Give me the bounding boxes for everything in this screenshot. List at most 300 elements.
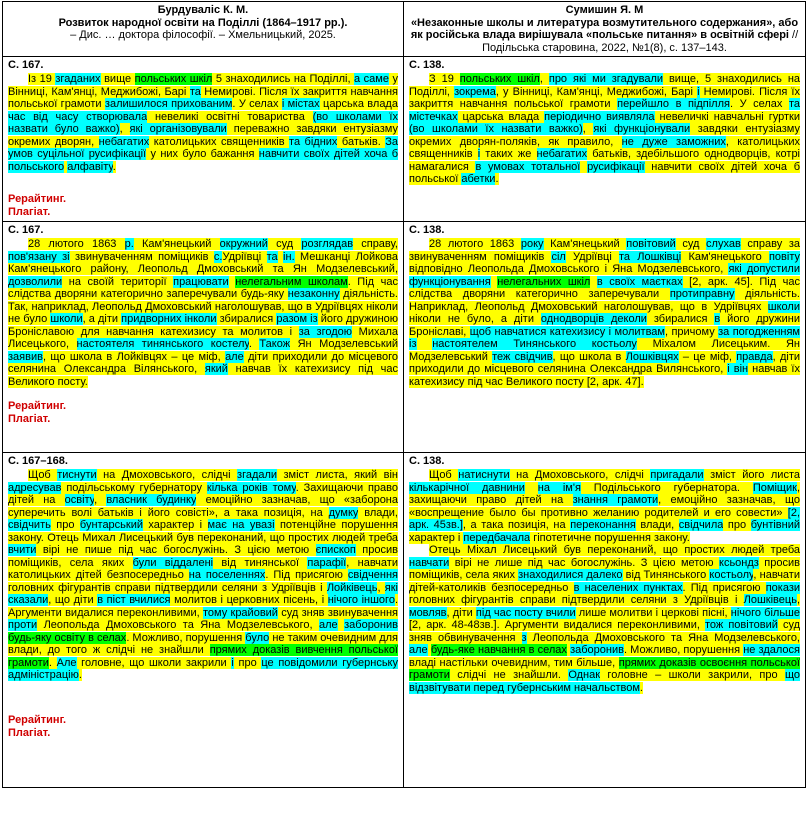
highlight-segment: , що школа в Лойківцях – це міф, xyxy=(42,350,226,363)
highlight-segment: нелегальним школам xyxy=(235,275,348,288)
left-cell-2 xyxy=(3,222,404,453)
highlight-segment: і xyxy=(231,656,234,669)
highlight-segment: заборонив xyxy=(344,619,398,631)
highlight-segment: справу за звинуваченням поміщиків xyxy=(409,238,800,263)
comparison-row-1 xyxy=(3,57,806,222)
highlight-segment: в xyxy=(714,313,721,325)
highlight-segment: про xyxy=(723,519,751,531)
highlight-segment: тож повітовий xyxy=(705,619,778,631)
highlight-segment: невеликі освітні товариства xyxy=(147,110,313,123)
text-paragraph xyxy=(8,469,398,682)
highlight-segment: 5 знаходились на Поділлі, xyxy=(212,73,355,85)
highlight-segment: збиралися xyxy=(216,313,277,325)
highlight-segment: переконання xyxy=(570,519,636,531)
highlight-segment: , причому xyxy=(664,325,719,338)
highlight-segment: , що школа в xyxy=(552,350,626,363)
left-citation: С. 167. xyxy=(8,59,44,71)
highlight-segment: в умовах тотальної xyxy=(475,160,581,173)
highlight-segment: . Під присягою xyxy=(682,581,766,594)
highlight-segment: суд xyxy=(675,238,707,250)
highlight-segment: . xyxy=(248,338,260,350)
left-citation: С. 167–168. xyxy=(8,455,68,467)
header-left xyxy=(3,2,404,57)
right-cell-3 xyxy=(404,453,806,788)
highlight-segment: мовляв xyxy=(409,606,447,619)
highlight-segment: навчити своїх дітей хоча б польської xyxy=(409,160,800,185)
highlight-segment: у Вінниці, Кам'янці, Меджибожі, Барі xyxy=(8,73,398,98)
left-text xyxy=(8,73,398,173)
highlight-segment: Кам'янецького xyxy=(681,250,769,263)
highlight-segment: було xyxy=(245,631,270,644)
highlight-segment: польських шкіл xyxy=(134,73,213,85)
highlight-segment: Немирові. Після їх закриття навчання польської грамоти xyxy=(409,85,800,110)
highlight-segment: Лошківцях xyxy=(625,350,679,363)
highlight-segment: збиралися xyxy=(646,313,715,325)
highlight-segment: ін. xyxy=(283,250,295,263)
highlight-segment: не дуже заможних xyxy=(621,135,726,148)
highlight-segment: та xyxy=(266,250,278,263)
highlight-segment: нічого більше xyxy=(730,606,800,619)
highlight-segment: на Дмоховського, слідчі xyxy=(509,469,651,481)
highlight-segment: заявив xyxy=(8,350,43,363)
highlight-segment: не таким очевидним для влади, до того ж слідчі не знайшли xyxy=(8,631,399,656)
highlight-segment: окружний xyxy=(219,238,268,250)
highlight-segment: звинуваченням поміщиків xyxy=(69,250,214,263)
highlight-segment: правда xyxy=(736,350,773,363)
highlight-segment: , що діти xyxy=(48,594,98,606)
text-paragraph xyxy=(409,73,800,186)
header-row xyxy=(3,2,806,57)
highlight-segment: Подільського губернатора. xyxy=(580,481,753,494)
highlight-segment: парафії xyxy=(307,556,347,569)
highlight-segment: в своїх маєтках xyxy=(596,275,683,288)
highlight-segment: відповідно Леопольда Дмоховського і Яна Модзелевського, xyxy=(409,263,729,275)
left-citation: С. 167. xyxy=(8,224,44,236)
highlight-segment: . Можливо, порушення xyxy=(126,631,246,644)
highlight-segment: абетки xyxy=(461,173,496,185)
highlight-segment: вірі не пише під час богослужінь. З цією метою xyxy=(36,544,316,556)
highlight-segment: та xyxy=(189,85,201,98)
highlight-segment: просив поміщиків, села яких xyxy=(409,556,800,581)
highlight-segment: таких же xyxy=(480,148,537,160)
highlight-segment: Міхалом Лисецьким. Ян Модзелевський xyxy=(409,338,800,363)
highlight-segment: повіту xyxy=(768,250,800,263)
right-text xyxy=(409,238,800,388)
highlight-segment: , емоційно зазначав, що «воспрещение было бы противно желанию родителей и его совести» xyxy=(409,494,800,519)
highlight-segment: заборонив xyxy=(570,644,624,656)
highlight-segment: Немирові. Після їх закриття навчання польської грамоти xyxy=(8,85,398,110)
highlight-segment: головне – школи закрили, про xyxy=(600,669,785,681)
right-cell-2 xyxy=(404,222,806,453)
highlight-segment: – це міф, xyxy=(678,350,737,363)
highlight-segment: , навчати дітей-католиків безпосередньо xyxy=(409,569,800,594)
highlight-segment: батьків, здебільшого однодворців, котрі намагалися xyxy=(409,148,800,173)
highlight-segment: працювати xyxy=(173,275,229,288)
highlight-segment: але xyxy=(409,644,428,656)
left-title: Розвиток народної освіти на Поділлі (1864–1917 рр.). xyxy=(58,16,348,29)
highlight-segment: небагатих xyxy=(98,135,150,148)
highlight-segment: Ян Модзелевський xyxy=(290,338,398,350)
highlight-segment: . xyxy=(639,681,643,694)
highlight-segment: розглядав xyxy=(301,238,354,250)
highlight-segment: влади, xyxy=(635,519,679,531)
highlight-segment: проти xyxy=(8,619,38,631)
highlight-segment: . xyxy=(495,173,499,185)
highlight-segment: за згодою xyxy=(298,325,353,338)
highlight-segment: тиснути xyxy=(57,469,97,481)
highlight-segment: [2, арк. 45зв.] xyxy=(409,506,800,531)
highlight-segment: тому крайовий xyxy=(202,606,278,619)
right-author: Сумишин Я. М xyxy=(565,4,644,16)
highlight-segment: царська влада xyxy=(457,110,545,123)
highlight-segment: Леопольда Дмоховського та Яна Модзелевського, xyxy=(526,631,800,644)
highlight-segment: знаходилися далеко xyxy=(518,569,623,581)
highlight-segment: за погодженням із xyxy=(409,325,800,350)
highlight-segment: пов'язану зі xyxy=(8,250,70,263)
highlight-segment: . Під час слідства дворяни категорично заперечували будь-яку xyxy=(8,275,398,300)
verdict-rewriting: Рерайтинг. xyxy=(8,400,67,412)
highlight-segment: . xyxy=(112,160,116,173)
highlight-segment: теж свідчив xyxy=(492,350,553,363)
verdict-rewriting: Рерайтинг. xyxy=(8,713,67,726)
highlight-segment: знання грамоти xyxy=(572,494,659,506)
highlight-segment: бунтарський xyxy=(79,519,144,531)
text-paragraph xyxy=(8,238,398,388)
highlight-segment: с. xyxy=(213,250,223,263)
highlight-segment: натиснути xyxy=(458,469,510,481)
highlight-segment: алфавіту xyxy=(67,160,113,173)
highlight-segment: але xyxy=(319,619,338,631)
highlight-segment: які організовували xyxy=(129,123,227,135)
highlight-segment: а саме xyxy=(354,73,389,85)
highlight-segment: час від часу створювала xyxy=(8,110,148,123)
highlight-segment: щоб навчатися катехизису і молитвам xyxy=(469,325,665,338)
highlight-segment: навчав їх катехизису під час Великого посту. xyxy=(8,363,398,388)
highlight-segment: бунтівний xyxy=(750,519,801,531)
highlight-segment: та бідних xyxy=(289,135,338,148)
highlight-segment: р. xyxy=(124,238,134,250)
highlight-segment: в піст вчилися xyxy=(97,594,171,606)
highlight-segment: 28 лютого 1863 xyxy=(28,238,125,250)
highlight-segment: з xyxy=(521,631,527,644)
highlight-segment: від Тинянського xyxy=(622,569,710,581)
right-citation: С. 138. xyxy=(409,224,445,236)
highlight-segment: єпископ xyxy=(315,544,356,556)
highlight-segment: , xyxy=(119,123,130,135)
highlight-segment: та Лошківці xyxy=(619,250,682,263)
right-title: «Незаконные школы и литература возмутительного содержания», або як російська влада вирішувала «польське питання» в освітній сфері xyxy=(410,16,799,41)
highlight-segment: суд зняв обвинувачення xyxy=(409,619,801,644)
highlight-segment: навчати xyxy=(409,556,450,569)
highlight-segment: головне, що школи закрили xyxy=(76,656,232,669)
highlight-segment: Однак xyxy=(568,669,601,681)
header-right xyxy=(404,2,806,57)
highlight-segment: року xyxy=(520,238,544,250)
highlight-segment: свідчення xyxy=(347,569,399,581)
highlight-segment: переважно завдяки ентузіазму окремих дворян, xyxy=(8,123,398,148)
highlight-segment: . У селах xyxy=(232,98,282,110)
highlight-segment: , захищаючи право дітей на xyxy=(409,481,800,506)
highlight-segment: освіту xyxy=(64,494,95,506)
highlight-segment: це повідомили губернську адміністрацію xyxy=(8,656,398,681)
highlight-segment: батьків. xyxy=(337,135,386,148)
highlight-segment: кілька років тому xyxy=(206,481,296,494)
highlight-segment: але xyxy=(225,350,244,363)
verdict-rewriting: Рерайтинг. xyxy=(8,193,67,205)
verdict-plagiarism: Плагіат. xyxy=(8,726,51,739)
highlight-segment: незаконну xyxy=(287,288,340,300)
highlight-segment: про які ми згадували xyxy=(548,73,664,85)
highlight-segment: зміст листа, який він xyxy=(277,469,399,481)
highlight-segment: костьолу xyxy=(709,569,754,581)
highlight-segment: небагатих xyxy=(536,148,588,160)
highlight-segment: вище xyxy=(100,73,135,85)
highlight-segment: під час посту вчили xyxy=(475,606,576,619)
highlight-segment: разом із xyxy=(276,313,318,325)
highlight-segment: Отець Міхал Лисецький був переконаний, що простих людей треба xyxy=(429,544,800,556)
highlight-segment: однодворців деколи xyxy=(540,313,647,325)
highlight-segment: який xyxy=(204,363,228,375)
left-source: – Дис. … доктора філософії. – Хмельницький, 2025. xyxy=(70,29,336,41)
text-paragraph xyxy=(409,544,800,694)
highlight-segment: суд зняв звинувачення xyxy=(277,606,398,619)
highlight-segment: і xyxy=(697,85,700,98)
highlight-segment: його дружини Броніславі, xyxy=(409,313,800,338)
highlight-segment: нелегальних шкіл xyxy=(497,275,591,288)
highlight-segment: . Аргументи видалися переконливими, xyxy=(8,594,398,619)
highlight-segment: суд xyxy=(267,238,302,250)
highlight-segment xyxy=(525,482,538,494)
highlight-segment: кількарічної давнини xyxy=(409,481,525,494)
highlight-segment: Михала Лисецького, xyxy=(8,325,398,350)
highlight-segment: , католицьких священників xyxy=(409,135,801,160)
comparison-row-3 xyxy=(3,453,806,788)
highlight-segment: Але xyxy=(56,656,77,669)
highlight-segment: дозволили xyxy=(8,275,63,288)
right-text xyxy=(409,73,800,186)
highlight-segment: діяльність. Так, наприклад, Леопольд Дмоховський наголошував, що в Удріївцях ніколи не було xyxy=(8,288,398,325)
highlight-segment: Кам'янецький xyxy=(543,238,627,250)
highlight-segment: русифікації xyxy=(587,160,645,173)
highlight-segment: навчав їх катехизису під час Великого посту [2, арк. 47]. xyxy=(409,363,800,388)
highlight-segment: , xyxy=(94,494,107,506)
highlight-segment: подільському губернатору xyxy=(61,481,207,494)
highlight-segment: характер і xyxy=(143,519,208,531)
highlight-segment: , xyxy=(377,581,385,594)
right-text xyxy=(409,469,800,694)
highlight-segment: , у Вінниці, Кам'янці, Меджибожі, Барі xyxy=(495,85,698,98)
highlight-segment: Удріївці xyxy=(565,250,620,263)
highlight-segment: школи xyxy=(767,300,800,313)
highlight-segment: . Захищаючи право дітей на xyxy=(8,481,398,506)
highlight-segment: (во школами їх назвати було важко) xyxy=(8,110,398,135)
highlight-segment: свідчить xyxy=(8,519,51,531)
highlight-segment: періодично виявляла xyxy=(544,110,655,123)
highlight-segment: . xyxy=(48,656,57,669)
highlight-segment: власник будинку xyxy=(106,494,197,506)
highlight-segment: свідчила xyxy=(678,519,724,531)
highlight-segment: вчити xyxy=(8,544,37,556)
highlight-segment: ксьондз xyxy=(719,556,759,569)
comparison-table xyxy=(2,1,806,788)
highlight-segment: потенційне порушення закону. Отець Михал Лисецький був переконаний, що простих людей треба xyxy=(8,519,398,544)
highlight-segment: згаданих xyxy=(55,73,101,85)
highlight-segment: ніколи не було, а діти xyxy=(409,313,541,325)
highlight-segment: перейшло в підпілля xyxy=(617,98,730,110)
highlight-segment: в населених пунктах xyxy=(573,581,683,594)
highlight-segment: навчити своїх дітей хоча б польського xyxy=(8,148,398,173)
highlight-segment: на ім'я xyxy=(537,481,581,494)
highlight-segment: і містах xyxy=(281,98,320,110)
highlight-segment: (во школами їх назвати важко) xyxy=(409,123,583,135)
highlight-segment: були віддалені xyxy=(132,556,214,569)
highlight-segment: про xyxy=(233,656,262,669)
highlight-segment: . xyxy=(78,669,82,681)
left-author: Бурдуваліс К. М. xyxy=(157,4,249,16)
highlight-segment: на Дмоховського, слідчі xyxy=(96,469,238,481)
highlight-segment: які сказали xyxy=(8,581,398,606)
highlight-segment: діяльність. Наприклад, Леопольд Дмоховський наголошував, що в Удріївцях xyxy=(409,288,800,313)
highlight-segment: протиправну xyxy=(669,288,735,300)
highlight-segment: що відзвітувати перед губернським начальством xyxy=(409,669,800,694)
highlight-segment: зміст його листа xyxy=(703,469,800,481)
highlight-segment: Поміщик xyxy=(752,481,797,494)
highlight-segment: придворних інколи xyxy=(121,313,217,325)
left-cell-1 xyxy=(3,57,404,222)
verdict-plagiarism: Плагіат. xyxy=(8,206,51,218)
highlight-segment: повітовий xyxy=(626,238,676,250)
highlight-segment: залишилося прихованим xyxy=(104,98,233,110)
highlight-segment: , xyxy=(539,73,549,85)
left-cell-3 xyxy=(3,453,404,788)
highlight-segment: вище, 5 знаходились на Поділлі, xyxy=(409,73,801,98)
highlight-segment: прямих доказів освоєння польської грамоти xyxy=(409,656,800,681)
highlight-segment: характер і xyxy=(409,531,464,544)
highlight-segment: . Під присягою xyxy=(265,569,348,581)
highlight-segment: школи xyxy=(50,313,83,325)
highlight-segment: . У селах xyxy=(729,98,789,110)
highlight-segment: Леопольда Дмоховського та Яна Модзелевського, xyxy=(37,619,320,631)
highlight-segment: у них було бажання xyxy=(146,148,259,160)
highlight-segment: , діти приходили до місцевого селянина Олександра Вилянського, xyxy=(409,350,801,375)
highlight-segment: Мешканці Лойкова Кам'янецького району, Леопольд Дмоховський та Ян Модзелевський, xyxy=(8,250,399,275)
highlight-segment: За умов суцільної русифікації xyxy=(8,135,398,160)
highlight-segment: думку xyxy=(328,506,359,519)
highlight-segment: , xyxy=(582,123,594,135)
text-paragraph xyxy=(409,238,800,388)
highlight-segment: , діти xyxy=(446,606,476,619)
left-text xyxy=(8,238,398,388)
highlight-segment: від тинянської xyxy=(213,556,308,569)
highlight-segment: будь-яку освіту в селах xyxy=(8,631,127,644)
highlight-segment: Щоб xyxy=(429,469,459,481)
highlight-segment: польських шкіл xyxy=(459,73,540,85)
highlight-segment: на поселеннях xyxy=(188,569,266,581)
highlight-segment: будь-яке навчання в селах xyxy=(430,644,567,656)
highlight-segment: адресував xyxy=(8,481,62,494)
highlight-segment: невеличкі навчальні гуртки xyxy=(654,110,800,123)
highlight-segment: його дружиною Броніславою для навчання катехизису та молитов і xyxy=(8,313,399,338)
highlight-segment: нічого іншого xyxy=(327,594,395,606)
highlight-segment: Щоб xyxy=(28,469,58,481)
right-citation: С. 138. xyxy=(409,455,445,467)
highlight-segment: , а така позиція, на xyxy=(462,519,571,531)
highlight-segment: З 19 xyxy=(429,73,460,85)
right-citation: С. 138. xyxy=(409,59,445,71)
highlight-segment: 28 лютого 1863 xyxy=(429,238,521,250)
highlight-segment: настоятелем Тинянського костьолу xyxy=(432,338,637,350)
highlight-segment: діти приходили до місцевого селянина Олександра Вілянського, xyxy=(8,350,398,375)
highlight-segment: влади, xyxy=(358,506,398,519)
highlight-segment: які допустили функціонування xyxy=(409,263,800,288)
highlight-segment: [2, арк. 48-48зв.]. Аргументи видалися переконливими, xyxy=(409,619,706,631)
highlight-segment: настоятеля тинянського костелу xyxy=(76,338,249,350)
highlight-segment: прямих доказів вивчення польської грамоти xyxy=(8,644,398,669)
highlight-segment: Удріївці xyxy=(222,250,267,263)
highlight-segment: . Можливо, порушення xyxy=(623,644,744,656)
highlight-segment: , xyxy=(796,594,800,606)
comparison-row-2 xyxy=(3,222,806,453)
highlight-segment: царська влада xyxy=(319,98,398,110)
left-text xyxy=(8,469,398,682)
verdict-plagiarism: Плагіат. xyxy=(8,413,51,425)
highlight-segment: головних фігурантів справи підтвердили селяни з Удріївців і xyxy=(8,581,327,594)
highlight-segment: та містечках xyxy=(409,98,800,123)
highlight-segment: слухав xyxy=(706,238,741,250)
highlight-segment: згадали xyxy=(237,469,278,481)
text-paragraph xyxy=(8,73,398,173)
highlight-segment: [2, арк. 45]. Під час слідства дворяни категорично заперечували xyxy=(409,275,800,300)
highlight-segment: Також xyxy=(259,338,291,350)
right-cell-1 xyxy=(404,57,806,222)
highlight-segment: вірі не лише під час богослужінь. З цією метою xyxy=(449,556,720,569)
highlight-segment: емоційно зазначав, що «заборона суперечить волі батьків і його совісті», а така позиція, на xyxy=(8,494,398,519)
highlight-segment: лише молитви і церкові пісні, xyxy=(575,606,731,619)
highlight-segment: Із 19 xyxy=(28,73,56,85)
highlight-segment: головних фігурантів справи підтвердили селяни з Удріївців і xyxy=(409,594,744,606)
highlight-segment: завдяки ентузіазму окремих дворян-поляків, як правило, xyxy=(409,123,800,148)
highlight-segment: які функціонували xyxy=(593,123,691,135)
highlight-segment: зокрема xyxy=(454,85,496,98)
right-source: // Подільська старовина, 2022, №1(8), с. 137–143. xyxy=(482,29,799,54)
highlight-segment: владі настільки очевидним, тим більше, xyxy=(409,656,619,669)
highlight-segment: молитов і церковних пісень, і xyxy=(170,594,328,606)
highlight-segment: , а діти xyxy=(82,313,122,325)
highlight-segment: Кам'янецький xyxy=(133,238,220,250)
highlight-segment xyxy=(417,338,433,350)
highlight-segment: передбачала xyxy=(463,531,531,544)
highlight-segment xyxy=(590,276,597,288)
highlight-segment: і xyxy=(477,148,481,160)
highlight-segment: Лошківець xyxy=(743,594,797,606)
text-paragraph xyxy=(409,469,800,544)
highlight-segment: просив поміщиків, села яких xyxy=(8,544,398,569)
highlight-segment: покази xyxy=(765,581,801,594)
highlight-segment: Лойківець xyxy=(326,581,378,594)
highlight-segment: католицьких священників xyxy=(149,135,290,148)
highlight-segment: справу, xyxy=(353,238,398,250)
highlight-segment: на своїй території xyxy=(62,275,174,288)
highlight-segment: пригадали xyxy=(650,469,704,481)
highlight-segment: і він xyxy=(727,363,749,375)
highlight-segment: гіпотетичне порушення закону. xyxy=(530,531,690,544)
highlight-segment: сіл xyxy=(551,250,566,263)
highlight-segment: про xyxy=(50,519,80,531)
highlight-segment: , навчати католицьких дітей безпосередньо xyxy=(8,556,398,581)
highlight-segment: має на увазі xyxy=(207,519,275,531)
highlight-segment: слідчі не знайшли. xyxy=(449,669,569,681)
highlight-segment: не здалося xyxy=(743,644,801,656)
